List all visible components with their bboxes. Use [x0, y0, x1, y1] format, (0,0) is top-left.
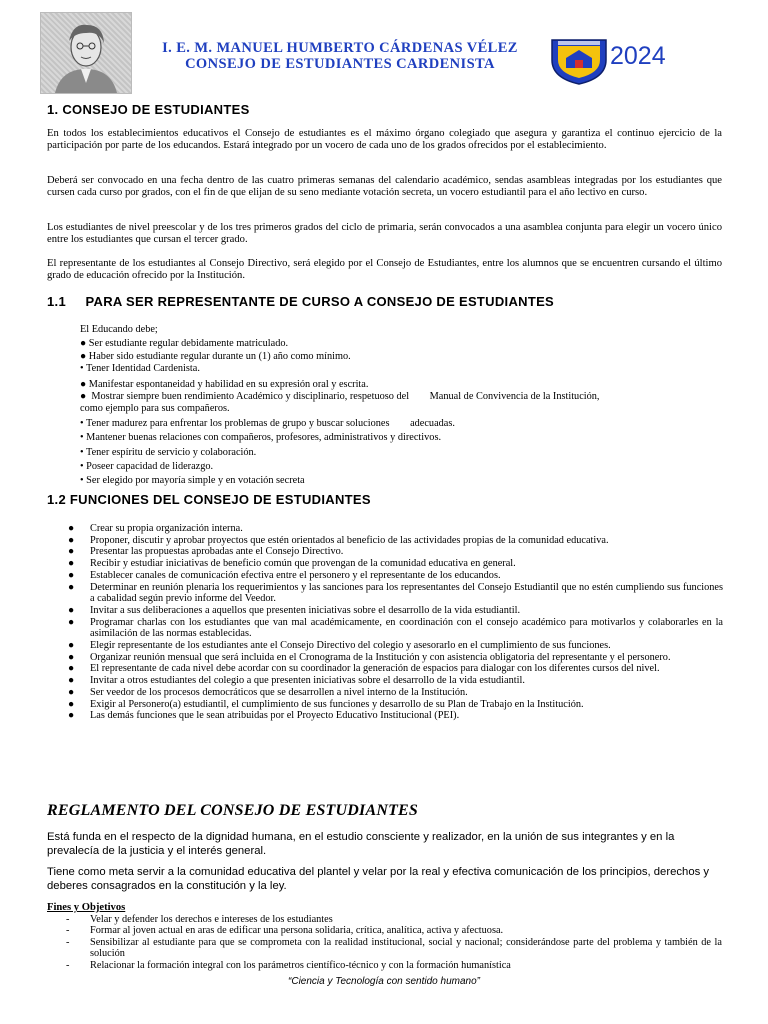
school-name-line1: I. E. M. MANUEL HUMBERTO CÁRDENAS VÉLEZ — [162, 40, 518, 56]
list-item — [68, 558, 723, 570]
shield-icon — [548, 36, 610, 86]
functions-list — [68, 523, 723, 722]
list-item: • Poseer capacidad de liderazgo. — [80, 461, 214, 473]
school-shield — [548, 36, 610, 86]
list-item — [62, 925, 722, 936]
bullet: ● — [68, 581, 75, 593]
list-item — [68, 710, 723, 722]
requirements-list — [80, 324, 600, 488]
section1-paragraph: Los estudiantes de nivel preescolar y de los tres primeros grados del ciclo de primaria, serán convocados a una asamblea conjunta para elegir un vocero único entre los estudiantes que cursan el tercer grado. — [47, 222, 722, 245]
list-item: • Tener madurez para enfrentar los problemas de grupo y buscar soluciones adecuadas. — [80, 417, 455, 429]
list-item — [68, 535, 723, 547]
section1-paragraph: El representante de los estudiantes al Consejo Directivo, será elegido por el Consejo de Estudiantes, entre los alumnos que se encuentren cursando el último grado de educación ofrecido por la Institución. — [47, 258, 722, 281]
portrait-icon — [41, 13, 131, 93]
section1-title: 1. CONSEJO DE ESTUDIANTES — [47, 102, 250, 117]
list-item — [68, 699, 723, 711]
section1-paragraph: En todos los establecimientos educativos el Consejo de estudiantes es el máximo órgano colegiado que asegura y garantiza el continuo ejercicio de la participación por parte de los educandos. Estará integrado por un vocero de cada uno de los grados ofrecidos por el establecimiento. — [47, 128, 722, 151]
reglamento-paragraph: Tiene como meta servir a la comunidad educativa del plantel y velar por la real y efectiva comunicación de los principios, derechos y deberes consagrados en la constitución y la ley. — [47, 866, 710, 892]
list-item-text: Formar al joven actual en aras de edificar una persona solidaria, crítica, analítica, activa y afectuosa. — [90, 925, 504, 937]
bullet: ● — [68, 710, 75, 722]
bullet: ● — [68, 651, 75, 663]
list-item: • Tener Identidad Cardenista. — [80, 363, 200, 375]
bullet: ● — [68, 558, 75, 570]
list-item-text: Presentar las propuestas aprobadas ante el Consejo Directivo. — [90, 546, 344, 558]
section12-title: 1.2 FUNCIONES DEL CONSEJO DE ESTUDIANTES — [47, 492, 371, 507]
bullet: ● — [68, 675, 75, 687]
list-item-text: Exigir al Personero(a) estudiantil, el cumplimiento de sus funciones y desarrollo de su Plan de Trabajo en la Institución. — [90, 698, 584, 710]
list-item — [68, 617, 723, 640]
footer-motto: “Ciencia y Tecnología con sentido humano” — [288, 976, 480, 987]
bullet: - — [66, 914, 70, 925]
bullet: - — [66, 959, 70, 971]
list-item — [68, 652, 723, 664]
school-name — [140, 40, 540, 72]
list-item — [68, 663, 723, 675]
list-item-text: Proponer, discutir y aprobar proyectos que estén orientados al beneficio de las actividades propias de la comunidad educativa. — [90, 534, 609, 546]
bullet: ● — [68, 523, 75, 534]
list-item: ● Haber sido estudiante regular durante un (1) año como mínimo. — [80, 350, 351, 362]
bullet: ● — [68, 698, 75, 710]
bullet: - — [66, 925, 70, 937]
section11-title: 1.1 PARA SER REPRESENTANTE DE CURSO A CONSEJO DE ESTUDIANTES — [47, 294, 555, 309]
list-item — [62, 937, 722, 960]
list-item-text: Establecer canales de comunicación efectiva entre el personero y el representante de los educandos. — [90, 569, 501, 581]
list-item-text: Invitar a otros estudiantes del colegio a que presenten iniciativas sobre el desarrollo de la vida estudiantil. — [90, 675, 525, 687]
list-item-text: Relacionar la formación integral con los parámetros científico-técnico y con la formación humanística — [90, 959, 511, 971]
list-item-text: Determinar en reunión plenaria los requerimientos y las sanciones para los representantes del Consejo Estudiantil que no estén cumpliendo sus funciones a cabalidad según previo informe del Veedor. — [90, 581, 723, 605]
list-item — [62, 914, 722, 925]
list-item: ● Mostrar siempre buen rendimiento Académico y disciplinario, respetuoso del Manual de Convivencia de la Institución, — [80, 391, 600, 403]
list-item — [68, 546, 723, 558]
fines-list — [62, 914, 722, 971]
list-item — [68, 582, 723, 605]
list-item — [68, 640, 723, 652]
list-item: ● Ser estudiante regular debidamente matriculado. — [80, 338, 289, 350]
bullet: ● — [68, 686, 75, 698]
list-item — [68, 523, 723, 535]
list-item-text: El representante de cada nivel debe acordar con su coordinador la generación de espacios para dialogar con los diferentes cursos del nivel. — [90, 663, 660, 675]
list-item-text: Las demás funciones que le sean atribuidas por el Proyecto Educativo Institucional (PEI). — [90, 710, 460, 722]
list-item-text: Ser veedor de los procesos democráticos que se desarrollen a nivel interno de la Institución. — [90, 686, 468, 698]
list-item — [68, 675, 723, 687]
list-item — [68, 605, 723, 617]
bullet: ● — [68, 546, 75, 558]
list-item-text: Elegir representante de los estudiantes ante el Consejo Directivo del colegio y asesorarlo en el cumplimiento de sus funciones. — [90, 640, 611, 652]
list-item: • Tener espíritu de servicio y colaboración. — [80, 446, 257, 458]
list-item — [68, 570, 723, 582]
list-item-text: Recibir y estudiar iniciativas de beneficio común que provengan de la comunidad educativa en general. — [90, 558, 516, 570]
requirements-intro: El Educando debe; — [80, 324, 158, 335]
document-year: 2024 — [610, 42, 666, 70]
list-item: ● Manifestar espontaneidad y habilidad en su expresión oral y escrita. — [80, 378, 369, 390]
list-item-text: Velar y defender los derechos e intereses de los estudiantes — [90, 914, 333, 925]
section1-paragraph: Deberá ser convocado en una fecha dentro de las cuatro primeras semanas del calendario académico, sendas asambleas integradas por los estudiantes que cursen cada curso por grados, con el fin de que elijan de su seno mediante votación secreta, un vocero estudiantil para el año lectivo en curso. — [47, 175, 722, 198]
bullet: ● — [68, 640, 75, 652]
bullet: ● — [68, 663, 75, 675]
list-item-text: Crear su propia organización interna. — [90, 523, 243, 534]
reglamento-title: REGLAMENTO DEL CONSEJO DE ESTUDIANTES — [47, 802, 419, 819]
list-item — [62, 960, 722, 971]
reglamento-paragraph: Está funda en el respecto de la dignidad humana, en el estudio consciente y realizador, en la unión de sus integrantes y en la prevalecía de la justicia y el interés general. — [47, 831, 675, 857]
list-item-text: Organizar reunión mensual que será incluida en el Cronograma de la Institución y con asistencia obligatoria del representante y el personero. — [90, 651, 671, 663]
list-item-text: Sensibilizar al estudiante para que se comprometa con la realidad institucional, social y nacional; considerándose parte del problema y también de la solución — [90, 936, 722, 960]
list-item-text: Invitar a sus deliberaciones a aquellos que presenten iniciativas sobre el desarrollo de la vida estudiantil. — [90, 604, 521, 616]
founder-portrait — [40, 12, 132, 94]
list-item: como ejemplo para sus compañeros. — [80, 403, 230, 415]
bullet: - — [66, 936, 70, 948]
school-name-line2: CONSEJO DE ESTUDIANTES CARDENISTA — [185, 56, 495, 72]
list-item: • Mantener buenas relaciones con compañeros, profesores, administrativos y directivos. — [80, 432, 442, 444]
list-item — [68, 687, 723, 699]
fines-title: Fines y Objetivos — [47, 902, 126, 913]
bullet: ● — [68, 616, 75, 628]
bullet: ● — [68, 569, 75, 581]
document-header — [0, 0, 768, 100]
list-item-text: Programar charlas con los estudiantes que van mal académicamente, en coordinación con el consejo académico para motivarlos y colaborarles en la asimilación de las normas establecidas. — [90, 616, 723, 640]
bullet: ● — [68, 604, 75, 616]
list-item: • Ser elegido por mayoría simple y en votación secreta — [80, 475, 305, 487]
bullet: ● — [68, 534, 75, 546]
